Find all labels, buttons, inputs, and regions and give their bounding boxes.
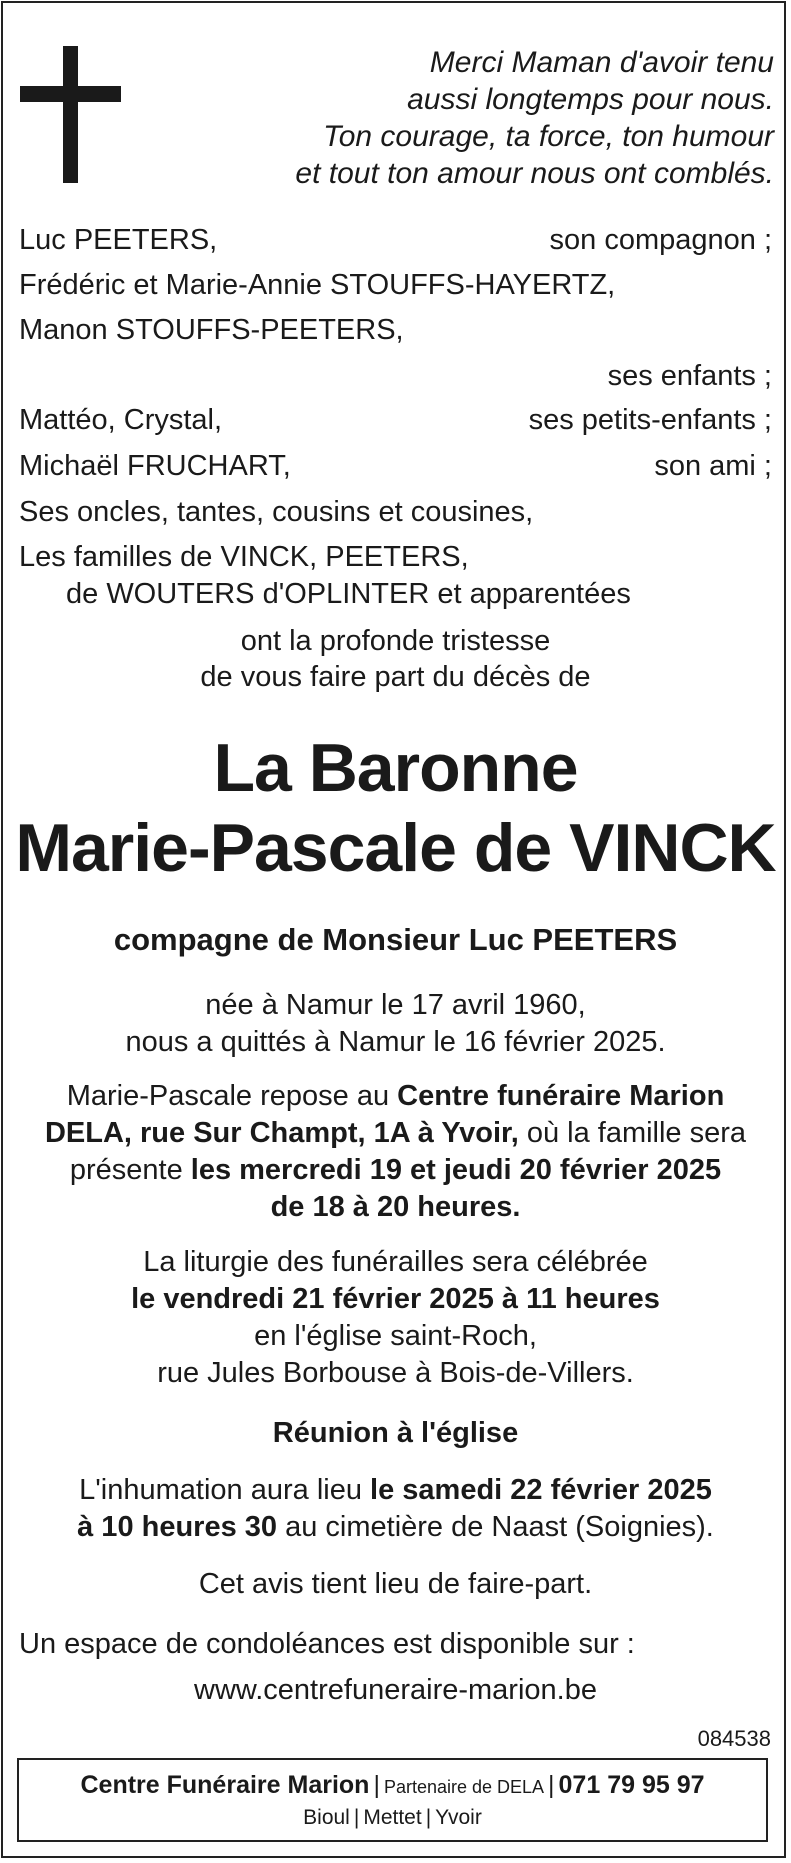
family-families-2: de WOUTERS d'OPLINTER et apparentées bbox=[66, 578, 631, 610]
footer-partner: Partenaire de DELA bbox=[383, 1777, 545, 1797]
family-grandchildren: Mattéo, Crystal, bbox=[19, 404, 223, 436]
repose-line-4 bbox=[0, 1189, 791, 1226]
burial-line-1 bbox=[0, 1472, 791, 1509]
poem-line: Ton courage, ta force, ton humour bbox=[323, 120, 774, 153]
repose-hours: de 18 à 20 heures. bbox=[270, 1191, 521, 1223]
family-grandchildren-role: ses petits-enfants ; bbox=[528, 404, 772, 436]
footer-location: Yvoir bbox=[435, 1806, 482, 1829]
repose-line-1 bbox=[0, 1078, 791, 1115]
repose-venue: Centre funéraire Marion bbox=[397, 1080, 725, 1112]
reunion-line bbox=[0, 1415, 791, 1452]
family-michael-role: son ami ; bbox=[654, 450, 772, 482]
repose-dates: les mercredi 19 et jeudi 20 février 2025 bbox=[190, 1154, 722, 1186]
death-line: nous a quittés à Namur le 16 février 2025. bbox=[125, 1026, 666, 1058]
condolences-url[interactable]: www.centrefuneraire-marion.be bbox=[194, 1674, 597, 1706]
condolences-line: Un espace de condoléances est disponible sur : bbox=[19, 1628, 635, 1660]
family-michael: Michaël FRUCHART, bbox=[19, 450, 291, 482]
footer-location: Bioul bbox=[303, 1806, 350, 1829]
footer-company: Centre Funéraire Marion bbox=[80, 1771, 370, 1799]
footer-phone: 071 79 95 97 bbox=[558, 1771, 705, 1799]
poem-line: et tout ton amour nous ont comblés. bbox=[295, 157, 774, 190]
repose-line-2 bbox=[0, 1115, 791, 1152]
companion-line: compagne de Monsieur Luc PEETERS bbox=[113, 922, 678, 957]
family-families-1: Les familles de VINCK, PEETERS, bbox=[19, 541, 469, 573]
family-frederic: Frédéric et Marie-Annie STOUFFS-HAYERTZ, bbox=[19, 269, 616, 301]
liturgy-date bbox=[0, 1281, 791, 1318]
intro-line: de vous faire part du décès de bbox=[200, 661, 591, 693]
poem-line: aussi longtemps pour nous. bbox=[407, 83, 774, 116]
notice-line: Cet avis tient lieu de faire-part. bbox=[198, 1568, 593, 1600]
family-luc: Luc PEETERS, bbox=[19, 224, 218, 256]
deceased-title: La Baronne bbox=[213, 730, 578, 806]
liturgy-line: La liturgie des funérailles sera célébrée bbox=[143, 1246, 648, 1278]
family-manon: Manon STOUFFS-PEETERS, bbox=[19, 314, 404, 346]
burial-line-2 bbox=[0, 1509, 791, 1546]
poem-line: Merci Maman d'avoir tenu bbox=[429, 46, 774, 79]
footer-box: Centre Funéraire Marion | Partenaire de DELA | 071 79 95 97 Bioul | Mettet | Yvoir bbox=[17, 1758, 768, 1842]
repose-address: DELA, rue Sur Champt, 1A à Yvoir, bbox=[44, 1117, 519, 1149]
liturgy-address: rue Jules Borbouse à Bois-de-Villers. bbox=[157, 1357, 634, 1389]
burial-text: au cimetière de Naast (Soignies). bbox=[277, 1511, 714, 1543]
reference-number: 084538 bbox=[697, 1726, 771, 1751]
liturgy-date-text: le vendredi 21 février 2025 à 11 heures bbox=[131, 1283, 660, 1315]
family-luc-role: son compagnon ; bbox=[549, 224, 772, 256]
poem bbox=[174, 44, 774, 192]
intro-line: ont la profonde tristesse bbox=[240, 625, 551, 657]
repose-line-3 bbox=[0, 1152, 791, 1189]
family-uncles: Ses oncles, tantes, cousins et cousines, bbox=[19, 496, 534, 528]
footer-location: Mettet bbox=[363, 1806, 422, 1829]
repose-text: Marie-Pascale repose au bbox=[66, 1080, 398, 1112]
burial-text: L'inhumation aura lieu bbox=[79, 1474, 371, 1506]
birth-line: née à Namur le 17 avril 1960, bbox=[205, 989, 586, 1021]
repose-text: présente bbox=[69, 1154, 191, 1186]
burial-time: à 10 heures 30 bbox=[77, 1511, 278, 1543]
family-children-role: ses enfants ; bbox=[607, 360, 772, 392]
burial-date: le samedi 22 février 2025 bbox=[370, 1474, 712, 1506]
deceased-name: Marie-Pascale de VINCK bbox=[15, 810, 776, 886]
repose-text: où la famille sera bbox=[518, 1117, 747, 1149]
reunion-text: Réunion à l'église bbox=[272, 1417, 519, 1449]
liturgy-church: en l'église saint-Roch, bbox=[254, 1320, 537, 1352]
